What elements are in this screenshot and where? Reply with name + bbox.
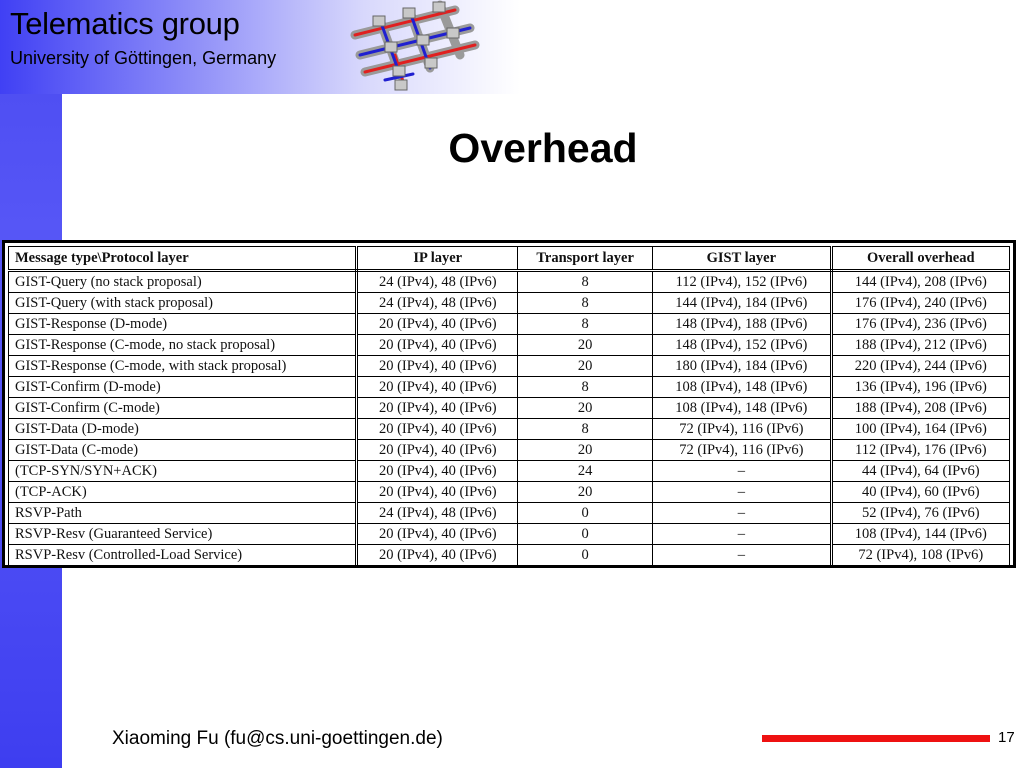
table-row bbox=[9, 377, 1010, 398]
column-header: Overall overhead bbox=[831, 247, 1009, 271]
column-header: IP layer bbox=[357, 247, 518, 271]
table-cell: 20 (IPv4), 40 (IPv6) bbox=[357, 377, 518, 398]
table-cell: 112 (IPv4), 176 (IPv6) bbox=[831, 440, 1009, 461]
table-cell: 20 bbox=[518, 398, 653, 419]
table-cell: – bbox=[653, 545, 831, 566]
table-cell: 20 (IPv4), 40 (IPv6) bbox=[357, 356, 518, 377]
table-cell: 148 (IPv4), 152 (IPv6) bbox=[653, 335, 831, 356]
table-cell: 40 (IPv4), 60 (IPv6) bbox=[831, 482, 1009, 503]
table-cell: 188 (IPv4), 208 (IPv6) bbox=[831, 398, 1009, 419]
table-cell: 72 (IPv4), 116 (IPv6) bbox=[653, 419, 831, 440]
table-cell: RSVP-Resv (Guaranteed Service) bbox=[9, 524, 357, 545]
table-cell: 8 bbox=[518, 419, 653, 440]
table-row bbox=[9, 335, 1010, 356]
table-cell: 108 (IPv4), 144 (IPv6) bbox=[831, 524, 1009, 545]
table-cell: 24 (IPv4), 48 (IPv6) bbox=[357, 503, 518, 524]
table-cell: GIST-Response (C-mode, with stack proposal) bbox=[9, 356, 357, 377]
table-cell: 148 (IPv4), 188 (IPv6) bbox=[653, 314, 831, 335]
table-cell: GIST-Data (D-mode) bbox=[9, 419, 357, 440]
column-header: Message type\Protocol layer bbox=[9, 247, 357, 271]
table-cell: GIST-Data (C-mode) bbox=[9, 440, 357, 461]
table-row bbox=[9, 314, 1010, 335]
table-row bbox=[9, 482, 1010, 503]
table-row bbox=[9, 419, 1010, 440]
table-cell: GIST-Response (C-mode, no stack proposal) bbox=[9, 335, 357, 356]
table-cell: 20 (IPv4), 40 (IPv6) bbox=[357, 419, 518, 440]
table-cell: 20 (IPv4), 40 (IPv6) bbox=[357, 440, 518, 461]
header-title: Telematics group bbox=[10, 6, 240, 41]
table-cell: 20 bbox=[518, 356, 653, 377]
table-cell: 20 (IPv4), 40 (IPv6) bbox=[357, 314, 518, 335]
table-cell: 108 (IPv4), 148 (IPv6) bbox=[653, 398, 831, 419]
table-cell: 20 (IPv4), 40 (IPv6) bbox=[357, 524, 518, 545]
table-row bbox=[9, 356, 1010, 377]
overhead-table bbox=[8, 246, 1010, 566]
table-cell: 24 bbox=[518, 461, 653, 482]
table-row bbox=[9, 398, 1010, 419]
table-cell: 144 (IPv4), 184 (IPv6) bbox=[653, 293, 831, 314]
table-cell: 20 (IPv4), 40 (IPv6) bbox=[357, 461, 518, 482]
table-cell: 188 (IPv4), 212 (IPv6) bbox=[831, 335, 1009, 356]
table-cell: 72 (IPv4), 116 (IPv6) bbox=[653, 440, 831, 461]
table-cell: GIST-Confirm (D-mode) bbox=[9, 377, 357, 398]
column-header: GIST layer bbox=[653, 247, 831, 271]
table-cell: (TCP-ACK) bbox=[9, 482, 357, 503]
table-cell: 220 (IPv4), 244 (IPv6) bbox=[831, 356, 1009, 377]
table-cell: 0 bbox=[518, 545, 653, 566]
slide-title: Overhead bbox=[448, 125, 638, 171]
table-cell: 8 bbox=[518, 271, 653, 293]
footer-author: Xiaoming Fu (fu@cs.uni-goettingen.de) bbox=[112, 728, 443, 749]
overhead-table-container bbox=[2, 240, 1016, 568]
table-cell: 24 (IPv4), 48 (IPv6) bbox=[357, 293, 518, 314]
table-cell: 72 (IPv4), 108 (IPv6) bbox=[831, 545, 1009, 566]
table-cell: 176 (IPv4), 236 (IPv6) bbox=[831, 314, 1009, 335]
table-row bbox=[9, 440, 1010, 461]
table-cell: 180 (IPv4), 184 (IPv6) bbox=[653, 356, 831, 377]
table-cell: RSVP-Resv (Controlled-Load Service) bbox=[9, 545, 357, 566]
table-cell: 8 bbox=[518, 293, 653, 314]
table-cell: 8 bbox=[518, 314, 653, 335]
table-cell: 20 bbox=[518, 335, 653, 356]
table-row bbox=[9, 271, 1010, 293]
table-cell: RSVP-Path bbox=[9, 503, 357, 524]
table-row bbox=[9, 461, 1010, 482]
table-cell: 20 (IPv4), 40 (IPv6) bbox=[357, 335, 518, 356]
table-cell: 20 (IPv4), 40 (IPv6) bbox=[357, 482, 518, 503]
table-header-row bbox=[9, 247, 1010, 271]
table-cell: – bbox=[653, 482, 831, 503]
table-cell: 20 (IPv4), 40 (IPv6) bbox=[357, 545, 518, 566]
table-cell: 108 (IPv4), 148 (IPv6) bbox=[653, 377, 831, 398]
table-cell: – bbox=[653, 524, 831, 545]
table-cell: 20 bbox=[518, 482, 653, 503]
table-body bbox=[9, 271, 1010, 566]
table-cell: 52 (IPv4), 76 (IPv6) bbox=[831, 503, 1009, 524]
page-number: 17 bbox=[998, 729, 1015, 746]
table-row bbox=[9, 293, 1010, 314]
table-cell: GIST-Confirm (C-mode) bbox=[9, 398, 357, 419]
table-cell: 20 bbox=[518, 440, 653, 461]
table-cell: (TCP-SYN/SYN+ACK) bbox=[9, 461, 357, 482]
footer-accent-line bbox=[762, 735, 990, 742]
table-cell: 176 (IPv4), 240 (IPv6) bbox=[831, 293, 1009, 314]
table-cell: – bbox=[653, 503, 831, 524]
table-cell: GIST-Query (with stack proposal) bbox=[9, 293, 357, 314]
table-cell: 100 (IPv4), 164 (IPv6) bbox=[831, 419, 1009, 440]
table-row bbox=[9, 545, 1010, 566]
table-cell: 0 bbox=[518, 503, 653, 524]
table-cell: GIST-Response (D-mode) bbox=[9, 314, 357, 335]
table-row bbox=[9, 524, 1010, 545]
table-cell: 0 bbox=[518, 524, 653, 545]
table-cell: 136 (IPv4), 196 (IPv6) bbox=[831, 377, 1009, 398]
table-cell: GIST-Query (no stack proposal) bbox=[9, 271, 357, 293]
table-cell: 44 (IPv4), 64 (IPv6) bbox=[831, 461, 1009, 482]
table-cell: 20 (IPv4), 40 (IPv6) bbox=[357, 398, 518, 419]
table-cell: 144 (IPv4), 208 (IPv6) bbox=[831, 271, 1009, 293]
table-cell: – bbox=[653, 461, 831, 482]
table-row bbox=[9, 503, 1010, 524]
header-subtitle: University of Göttingen, Germany bbox=[10, 48, 277, 68]
column-header: Transport layer bbox=[518, 247, 653, 271]
table-cell: 112 (IPv4), 152 (IPv6) bbox=[653, 271, 831, 293]
telematics-grid-logo bbox=[335, 0, 485, 95]
table-cell: 8 bbox=[518, 377, 653, 398]
table-cell: 24 (IPv4), 48 (IPv6) bbox=[357, 271, 518, 293]
